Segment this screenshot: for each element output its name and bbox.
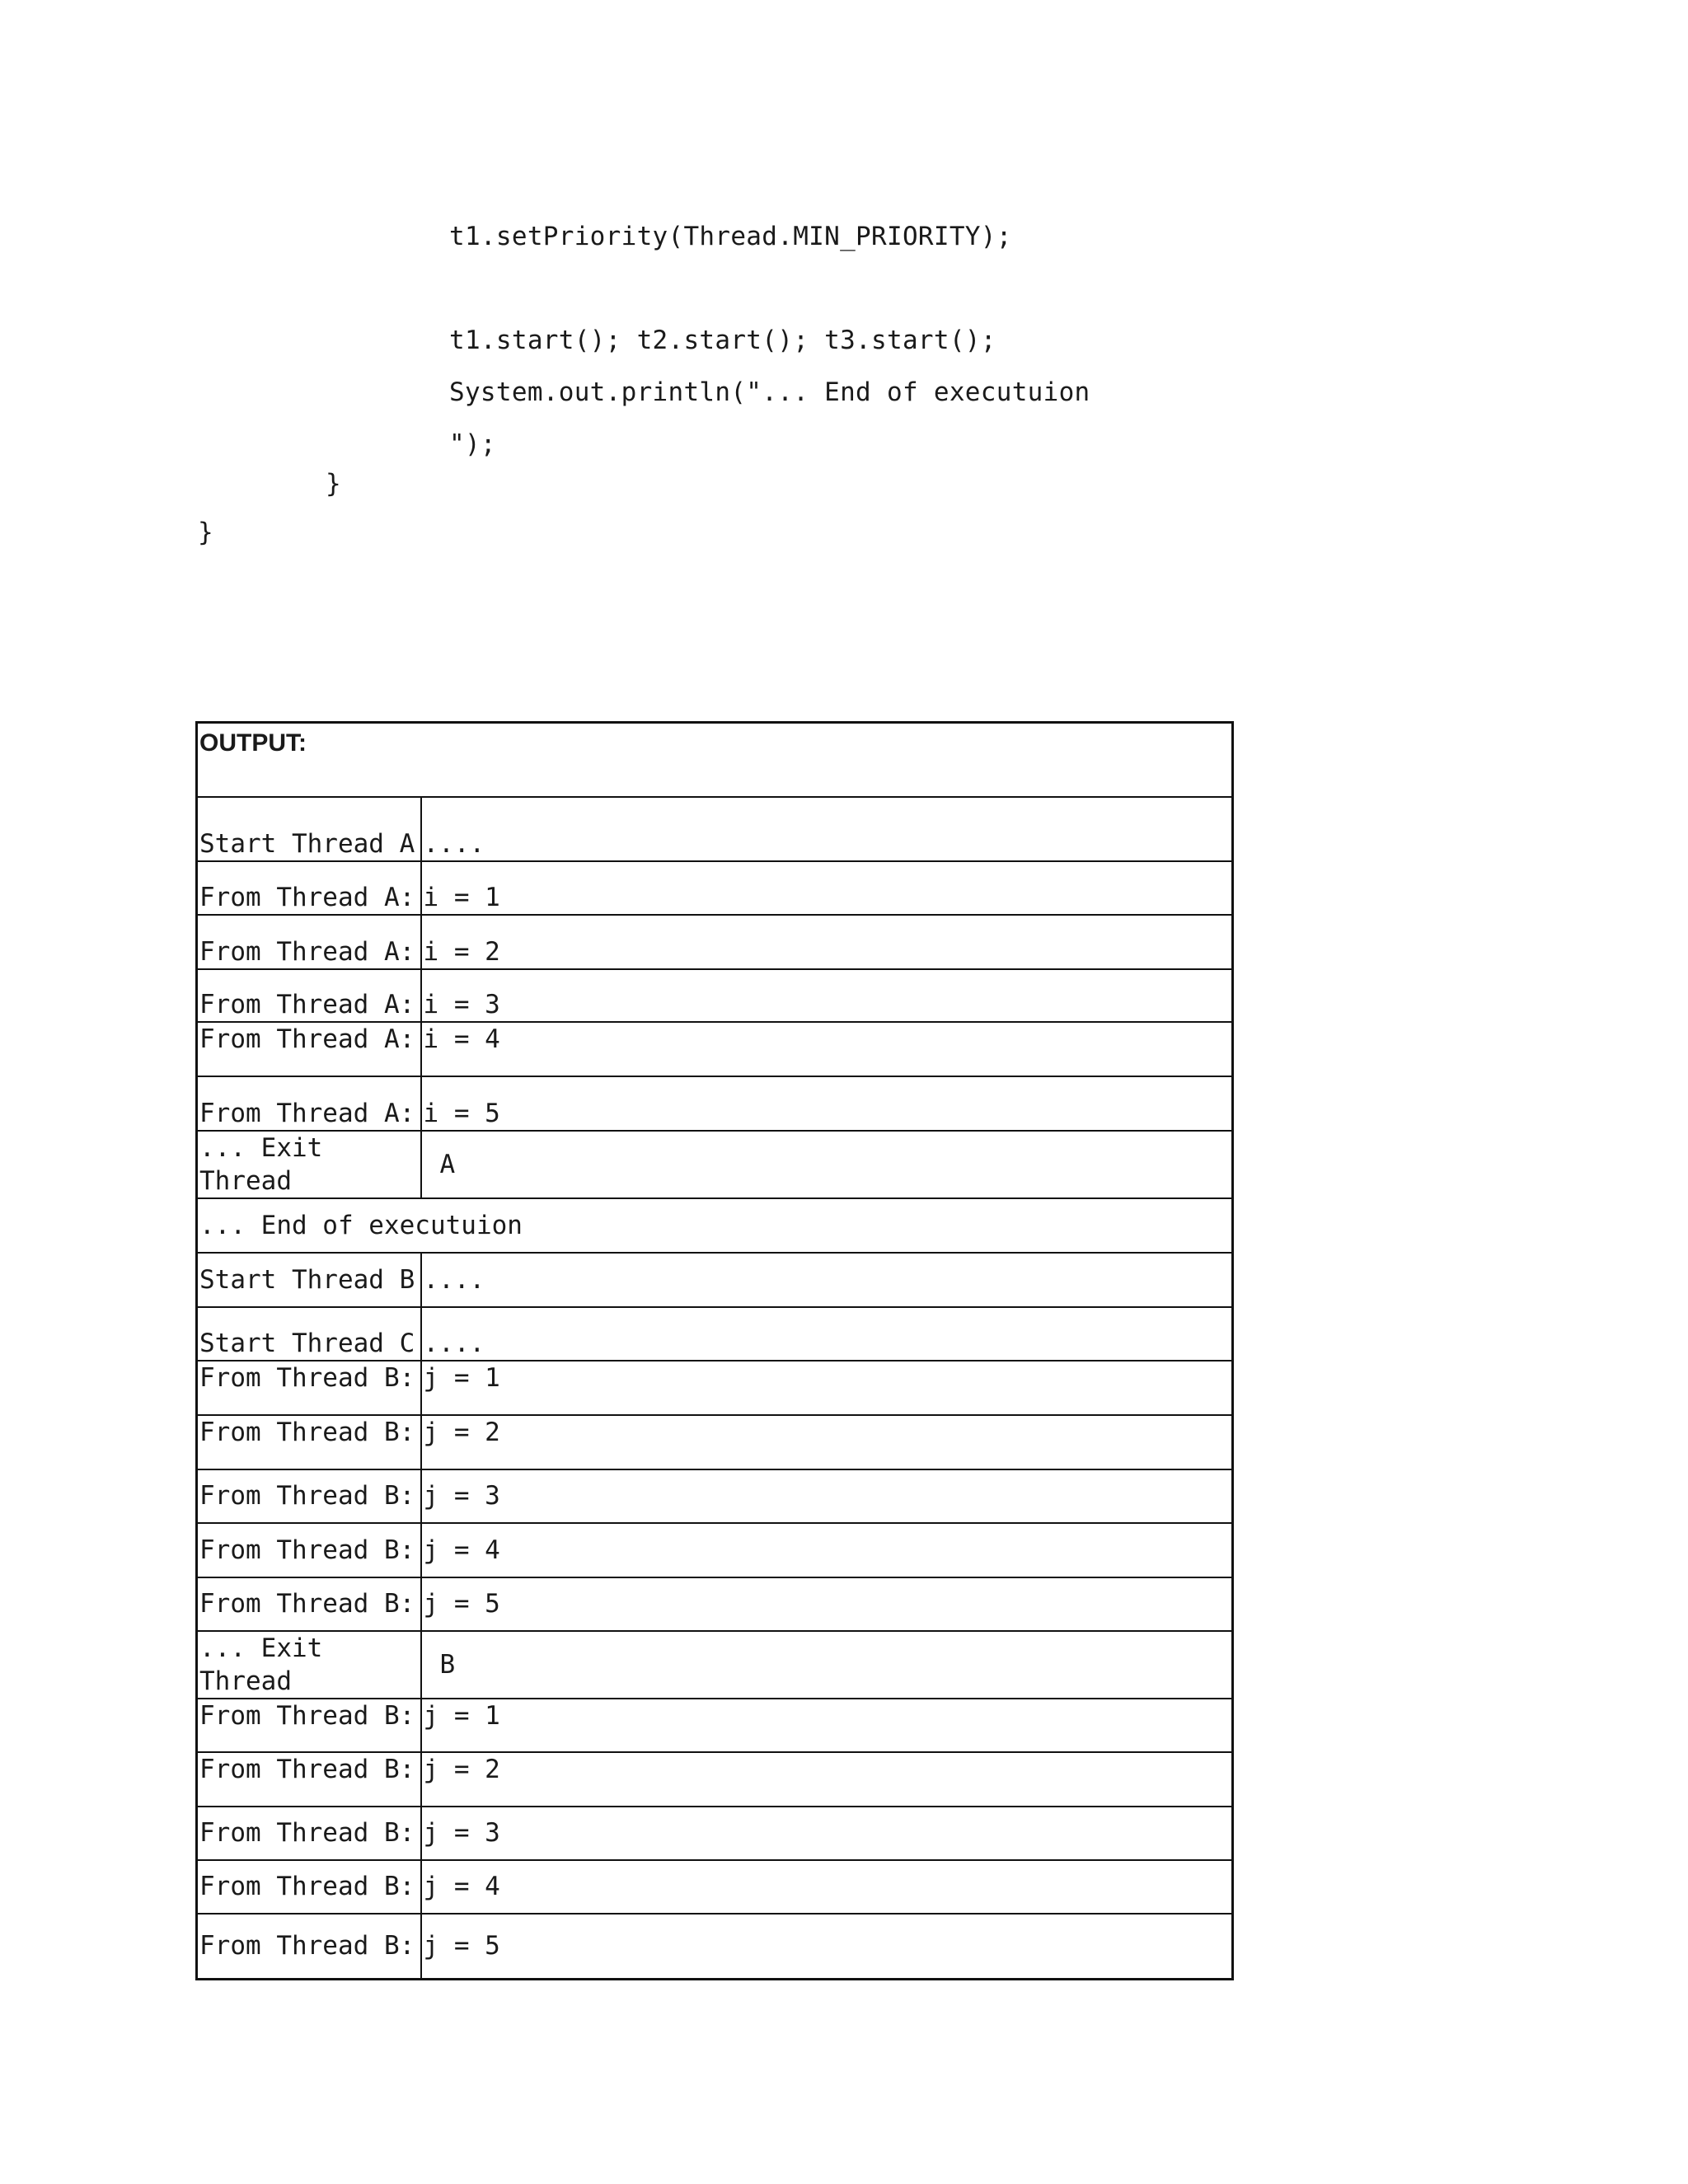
output-header-row bbox=[197, 723, 1233, 797]
code-line-println-end: "); bbox=[449, 429, 496, 459]
row-label: From Thread B: bbox=[197, 1860, 421, 1914]
table-row bbox=[197, 1469, 1233, 1523]
table-row bbox=[197, 1631, 1233, 1699]
row-value: j = 2 bbox=[421, 1752, 1233, 1807]
row-label: From Thread B: bbox=[197, 1699, 421, 1752]
row-value: .... bbox=[421, 1253, 1233, 1307]
table-row bbox=[197, 1022, 1233, 1076]
row-label: Start Thread A bbox=[197, 797, 421, 861]
table-row bbox=[197, 915, 1233, 969]
table-row bbox=[197, 1131, 1233, 1198]
table-row bbox=[197, 969, 1233, 1022]
row-label: From Thread A: bbox=[197, 969, 421, 1022]
row-value: j = 1 bbox=[421, 1699, 1233, 1752]
row-value: B bbox=[421, 1631, 1233, 1699]
row-value: j = 2 bbox=[421, 1415, 1233, 1469]
row-label: From Thread B: bbox=[197, 1577, 421, 1631]
table-row bbox=[197, 797, 1233, 861]
row-full: ... End of executuion bbox=[197, 1198, 1233, 1253]
table-row bbox=[197, 1076, 1233, 1131]
row-label: ... Exit Thread bbox=[197, 1131, 421, 1198]
table-row bbox=[197, 1253, 1233, 1307]
row-label: From Thread A: bbox=[197, 915, 421, 969]
table-row bbox=[197, 1577, 1233, 1631]
code-line-println: System.out.println("... End of executuion bbox=[449, 377, 1090, 407]
table-row bbox=[197, 1699, 1233, 1752]
row-label: From Thread B: bbox=[197, 1752, 421, 1807]
row-label: From Thread B: bbox=[197, 1415, 421, 1469]
table-row bbox=[197, 1807, 1233, 1860]
row-value: j = 1 bbox=[421, 1361, 1233, 1415]
row-label: Start Thread B bbox=[197, 1253, 421, 1307]
table-row bbox=[197, 1307, 1233, 1361]
row-value: j = 3 bbox=[421, 1469, 1233, 1523]
row-label: From Thread A: bbox=[197, 1076, 421, 1131]
code-line-set-priority: t1.setPriority(Thread.MIN_PRIORITY); bbox=[449, 222, 1012, 251]
row-value: i = 3 bbox=[421, 969, 1233, 1022]
row-label: ... Exit Thread bbox=[197, 1631, 421, 1699]
row-label: From Thread B: bbox=[197, 1914, 421, 1980]
table-row bbox=[197, 1415, 1233, 1469]
row-label: From Thread B: bbox=[197, 1523, 421, 1577]
table-row bbox=[197, 1860, 1233, 1914]
output-header: OUTPUT: bbox=[197, 723, 1233, 797]
table-row bbox=[197, 1198, 1233, 1253]
row-label: From Thread B: bbox=[197, 1361, 421, 1415]
row-value: i = 4 bbox=[421, 1022, 1233, 1076]
code-closing-brace-class: } bbox=[198, 518, 213, 547]
row-label: From Thread B: bbox=[197, 1807, 421, 1860]
row-value: j = 4 bbox=[421, 1523, 1233, 1577]
row-value: j = 3 bbox=[421, 1807, 1233, 1860]
code-closing-brace-method: } bbox=[326, 469, 341, 499]
row-value: i = 5 bbox=[421, 1076, 1233, 1131]
row-label: From Thread A: bbox=[197, 1022, 421, 1076]
output-table bbox=[195, 721, 1234, 1980]
row-label: Start Thread C bbox=[197, 1307, 421, 1361]
table-row bbox=[197, 1361, 1233, 1415]
row-value: j = 5 bbox=[421, 1577, 1233, 1631]
table-row bbox=[197, 1752, 1233, 1807]
row-value: A bbox=[421, 1131, 1233, 1198]
row-label: From Thread B: bbox=[197, 1469, 421, 1523]
table-row bbox=[197, 861, 1233, 915]
row-value: .... bbox=[421, 797, 1233, 861]
row-value: i = 1 bbox=[421, 861, 1233, 915]
row-label: From Thread A: bbox=[197, 861, 421, 915]
row-value: i = 2 bbox=[421, 915, 1233, 969]
row-value: j = 4 bbox=[421, 1860, 1233, 1914]
table-row bbox=[197, 1523, 1233, 1577]
table-row bbox=[197, 1914, 1233, 1980]
code-line-start-threads: t1.start(); t2.start(); t3.start(); bbox=[449, 326, 996, 355]
row-value: j = 5 bbox=[421, 1914, 1233, 1980]
row-value: .... bbox=[421, 1307, 1233, 1361]
